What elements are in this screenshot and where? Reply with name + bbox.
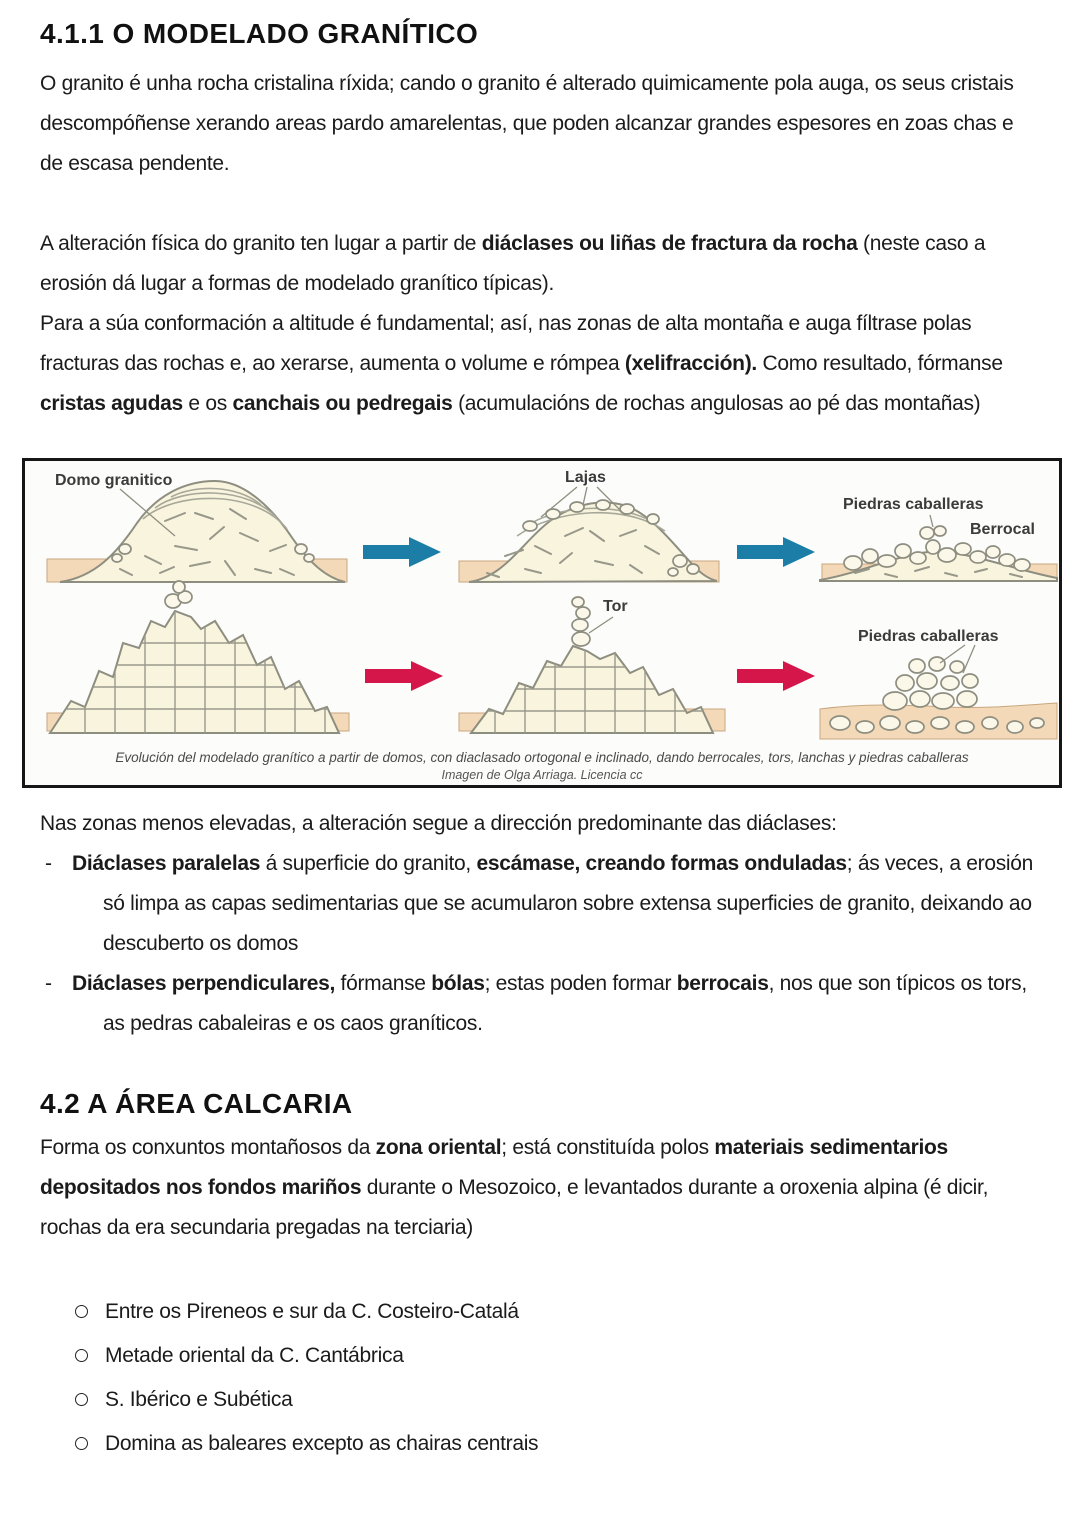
bold-text-run: berrocais xyxy=(676,972,769,995)
circle-bullet-icon xyxy=(75,1393,88,1406)
text-run: e os xyxy=(182,392,233,415)
granite-dome-shape xyxy=(469,503,717,582)
text-run: ; está constituída polos xyxy=(501,1136,715,1159)
figure-credit: Imagen de Olga Arriaga. Licencia cc xyxy=(441,768,643,782)
panel-berrocal xyxy=(820,496,1057,581)
text-run: (neste caso a erosión dá lugar a formas de modelado granítico típicas). xyxy=(40,232,986,295)
text-run: S. Ibérico e Subética xyxy=(105,1388,293,1411)
figure-caption: Evolución del modelado granítico a partir de domos, con diaclasado ortogonal e inclinado, dando berrocales, tors, lanchas y piedras caballeras xyxy=(115,750,969,765)
text-run: á superficie do granito, xyxy=(260,852,477,875)
text-run: Metade oriental da C. Cantábrica xyxy=(105,1344,404,1367)
circle-bullet-icon xyxy=(75,1437,88,1450)
granite-evolution-diagram xyxy=(25,461,1059,785)
section-4-1-1-heading: 4.1.1 O MODELADO GRANÍTICO xyxy=(40,18,479,49)
text-run: ; ás veces, a erosión só limpa as capas sedimentarias que se acumularon sobre extensa superficies de granito, deixando ao descuberto os domos xyxy=(103,852,1034,955)
dash-bullet: - xyxy=(45,972,52,995)
text-run: A alteración física do granito ten lugar a partir de xyxy=(40,232,482,255)
bold-text-run: cristas agudas xyxy=(40,392,183,415)
red-arrow-icon xyxy=(737,661,815,691)
panel-lajas xyxy=(459,469,719,582)
bold-text-run: escámase, creando formas onduladas xyxy=(476,852,847,875)
text-run: Como resultado, fórmanse xyxy=(756,352,1003,375)
bold-text-run: bólas xyxy=(431,972,485,995)
panel-piedras-caballeras xyxy=(820,628,1057,739)
bold-text-run: (xelifracción). xyxy=(624,352,757,375)
list-item xyxy=(40,1290,1040,1334)
text-run: Domina as baleares excepto as chairas centrais xyxy=(105,1432,539,1455)
label-lajas: Lajas xyxy=(565,469,606,486)
label-tor: Tor xyxy=(603,598,628,615)
blue-arrow-icon xyxy=(737,537,815,567)
text-run: (acumulacións de rochas angulosas ao pé das montañas) xyxy=(452,392,981,415)
paragraph-zonas-menos-elevadas: Nas zonas menos elevadas, a alteración segue a dirección predominante das diáclases: xyxy=(40,812,837,835)
circle-bullet-icon xyxy=(75,1305,88,1318)
text-run: Forma os conxuntos montañosos da xyxy=(40,1136,376,1159)
blue-arrow-icon xyxy=(363,537,441,567)
paragraph-alteracion-fisica xyxy=(40,224,1040,304)
text-run: Para a súa conformación a altitude é fundamental; así, nas zonas de alta montaña e auga fíltrase polas fracturas das rochas e, ao xerarse, aumenta o volume e rómpea xyxy=(40,312,972,375)
list-item xyxy=(40,1334,1040,1378)
circle-bullet-icon xyxy=(75,1349,88,1362)
label-piedras-caballeras-bottom: Piedras caballeras xyxy=(858,628,999,645)
panel-blocky-mountain xyxy=(45,581,350,733)
text-run: fórmanse xyxy=(335,972,432,995)
list-item-diaclases-perpendiculares xyxy=(40,964,1040,1044)
bold-text-run: Diáclases perpendiculares, xyxy=(72,972,336,995)
list-item xyxy=(40,1378,1040,1422)
bold-text-run: zona oriental xyxy=(375,1136,502,1159)
bold-text-run: materiais sedimentarios depositados nos fondos mariños xyxy=(40,1136,948,1199)
red-arrow-icon xyxy=(365,661,443,691)
text-run: durante o Mesozoico, e levantados durante a oroxenia alpina (é dicir, rochas da era secundaria pregadas na terciaria) xyxy=(40,1176,989,1239)
label-domo-granitico: Domo granitico xyxy=(55,472,173,489)
text-run: , nos que son típicos os tors, as pedras cabaleiras e os caos graníticos. xyxy=(103,972,1027,1035)
bold-text-run: canchais ou pedregais xyxy=(232,392,453,415)
panel-domo-granitico xyxy=(47,472,347,582)
bold-text-run: Diáclases paralelas xyxy=(72,852,261,875)
text-run: Entre os Pireneos e sur da C. Costeiro-Catalá xyxy=(105,1300,519,1323)
dash-bullet: - xyxy=(45,852,52,875)
paragraph-granito-intro: O granito é unha rocha cristalina ríxida; cando o granito é alterado quimicamente pola auga, os seus cristais descompóñense xerando areas pardo amarelentas, que poden alcanzar grandes espesores en zoas chas e de escasa pendente. xyxy=(40,72,1014,175)
list-item-diaclases-paralelas xyxy=(40,844,1040,964)
granite-evolution-figure xyxy=(22,458,1062,788)
list-item xyxy=(40,1422,1040,1466)
paragraph-area-calcaria xyxy=(40,1128,1040,1248)
paragraph-conformacion-altitude xyxy=(40,304,1040,424)
label-berrocal: Berrocal xyxy=(970,521,1035,538)
panel-tor-mountain xyxy=(457,597,725,733)
calcaria-location-list xyxy=(40,1290,1040,1466)
granite-dome-shape xyxy=(60,481,345,582)
bold-text-run: diáclases ou liñas de fractura da rocha xyxy=(481,232,858,255)
section-4-2-heading: 4.2 A ÁREA CALCARIA xyxy=(40,1088,353,1119)
text-run: ; estas poden formar xyxy=(484,972,677,995)
label-piedras-caballeras-top: Piedras caballeras xyxy=(843,496,984,513)
